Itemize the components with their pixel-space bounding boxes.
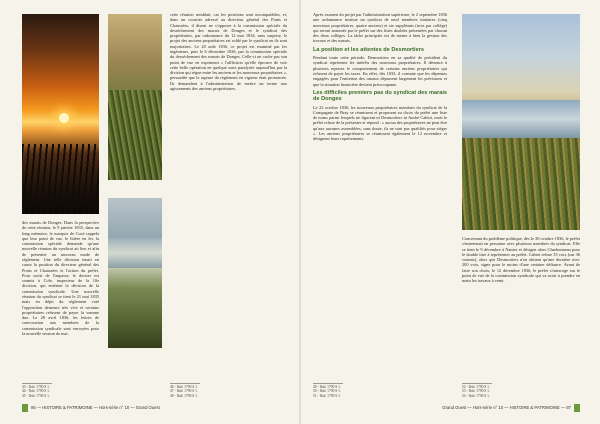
footnote: 51 - Ibid. 1790 S 1. (313, 393, 341, 398)
water-strip (108, 238, 162, 268)
page-gutter (299, 0, 301, 424)
footer-left (31, 404, 160, 412)
footnote: 49 - Ibid. 1790 S 1. (313, 385, 341, 389)
footer-accent-right (574, 404, 580, 412)
marsh-photo (108, 14, 162, 180)
footnotes-col4 (462, 385, 490, 398)
sun-disc (59, 113, 69, 123)
footnote: 47 - Ibid. 1790 S 1. (170, 389, 198, 394)
footnotes-col2 (170, 385, 198, 398)
reed-silhouettes (22, 144, 99, 214)
body-text: cette réunion semblait, car les positions sont incompatibles, et, dans un courrier adressé au directeur général des Ponts et Chaussées, il disent ne s'opposer à la commission spéciale du desséchement des marais de Donges et le syndicat des propriétaires, par ordonnance du 12 mai 1834, sans surprise, le projet des anciens propriétaires est soldé par le syndicat en ils sont majoritaires. Le 20 août 1836, ce projet est examiné par les ingénieurs, puis le 6 décembre 1836, par la commission spéciale du desséchement des marais de Donges. Celle-ci ne cache pas son point de vue en expriment « l'affliction qu'elle éprouve de voir cette belle opération en quelque sorte paralysée aujourd'hui par la division qui règne entre les anciens et les nouveaux propriétaires », persuadée que la rupture du règlement en vigueur était prononcée. Ils demandent à l'administration de mettre un terme aux agissements des anciens propriétaires. (170, 12, 287, 91)
right-column-1 (313, 12, 447, 142)
grass-tufts (462, 138, 580, 230)
section-heading: La position et les attentes de Desmortiers (313, 46, 424, 53)
wetland-photo (462, 14, 580, 230)
footnote: 50 - Ibid. 1790 S 1. (313, 389, 341, 394)
section-heading: Les difficiles premiers pas du syndicat des marais de Donges (313, 89, 447, 103)
wetland-water (462, 100, 580, 138)
footnote: 48 - Ibid. 1790 S 1. (170, 393, 198, 398)
footnote: 54 - Ibid. 1790 S 1. (462, 393, 490, 398)
notes-rule (22, 383, 52, 384)
footer-accent-left (22, 404, 28, 412)
notes-rule (313, 383, 343, 384)
body-text: Le 22 octobre 1836, les nouveaux propriétaires membres du syndicat de la Compagnie de Bray se réunissent et proposent au choix du préfet une liste de noms parmi lesquels ne figurent ni Desmortiers ni André Cabiot, mais le préfet refuse de la présenter et répond : « aucun des propriétaires ne peut être qu'aux aucunes assemblées, sans doute, ils ne sont pas qualifiés pour siéger ». Les anciens propriétaires se réunissent également le 12 novembre et désignent leurs représentants. (313, 104, 447, 142)
footnote: 45 - Ibid. 1790 S 1. (22, 393, 50, 398)
body-text: des marais de Donges. Dans la perspective de cette réunion, le 9 janvier 1835, dans un long mémoire, le marquis de Cucé rappela que leur point de vue, le litière en fer, la commission spéciale demande qu'une nouvelle réunion du syndicat ait lieu et afin de présenter un nouveau mode de règlement. Une telle décision tenait en cause la position du directeur général des Ponts et Chaussées et l'action du préfet. Pour sortir de l'impasse, le dossier est soumis à Cole, inspecteur de la 10e division, qui entérine la décision de la commission syndicale. Une nouvelle réunion du syndicat se tient le 21 mai 1835 mais en dépit du règlement voté l'opposition demeure très vive et certains propriétaires refusent de payer la somme due. Le 28 avril 1836, les lettres de convocation aux membres de la commission syndicale sont envoyées pour la nouvelle session de mai. (22, 220, 99, 336)
footnote: 52 - Ibid. 1790 S 1. (462, 385, 490, 389)
grass-texture (108, 90, 162, 180)
footnotes-col1 (22, 385, 50, 398)
notes-rule (170, 383, 200, 384)
right-column-2 (462, 236, 580, 284)
footnote: 53 - Ibid. 1790 S 1. (462, 389, 490, 394)
footnote: 44 - Ibid. 1790 S 1. (22, 389, 50, 394)
footnotes-col3 (313, 385, 341, 398)
footer-left-text: 86 — HISTOIRE & PATRIMOINE — Hors-série n° 10 — Grand Ouest (31, 405, 160, 410)
body-text: Concernant du problème politique, dès le 30 octobre 1836, le préfet s'entretenait en personne avec plusieurs membres du syndicat. Elle se tient le 9 décembre à Nantes et désigne alors Charbonneau pour le double titre à représenter au préfet. Cabiot refuse 35 voix (sur 36 votants), alors que Desmortiers n'en obtient qu'une dernière avec 200 voix, signe pour le moins d'une certaine défiance. Avant de faire son choix, le 12 décembre 1836, le préfet s'interroge sur le point de vue de la commission syndicale qui va avoir à prendre en main les travaux à venir. (462, 236, 580, 284)
left-column-2 (170, 12, 287, 91)
sunset-photo (22, 14, 99, 214)
footer-right (442, 404, 571, 412)
notes-rule (462, 383, 492, 384)
footer-right-text: Grand Ouest — Hors-série n° 10 — HISTOIRE & PATRIMOINE — 87 (442, 405, 571, 410)
body-text: Après examen du projet par l'administration supérieure, le 2 septembre 1836 une ordonnance institue un syndicat de neuf membres titulaires (cinq nouveaux propriétaires, quatre anciens) et six suppléants (trois par collège) qui seront nommés par le préfet sur des listes doubles présentées par chacun des deux collèges. La tâche principale est de mener à bien la gestion des travaux et des marais. (313, 12, 447, 44)
body-text: Pendant toute cette période, Desmortiers en sa qualité de président du syndicat représente les intérêts des nouveaux propriétaires. Il dénonce à plusieurs reprises le comportement de certains anciens propriétaires qui refusent de payer les taxes. En effet, dès 1833, il constate que les dépenses engagées pour l'entretien des canaux dépassent largement les prévisions et que la situation financière devient préoccupante. (313, 55, 447, 87)
river-photo (108, 198, 162, 348)
footnote: 46 - Ibid. 1790 S 1. (170, 385, 198, 389)
left-column-1 (22, 220, 99, 336)
footnote: 43 - Ibid. 1790 S 1. (22, 385, 50, 389)
